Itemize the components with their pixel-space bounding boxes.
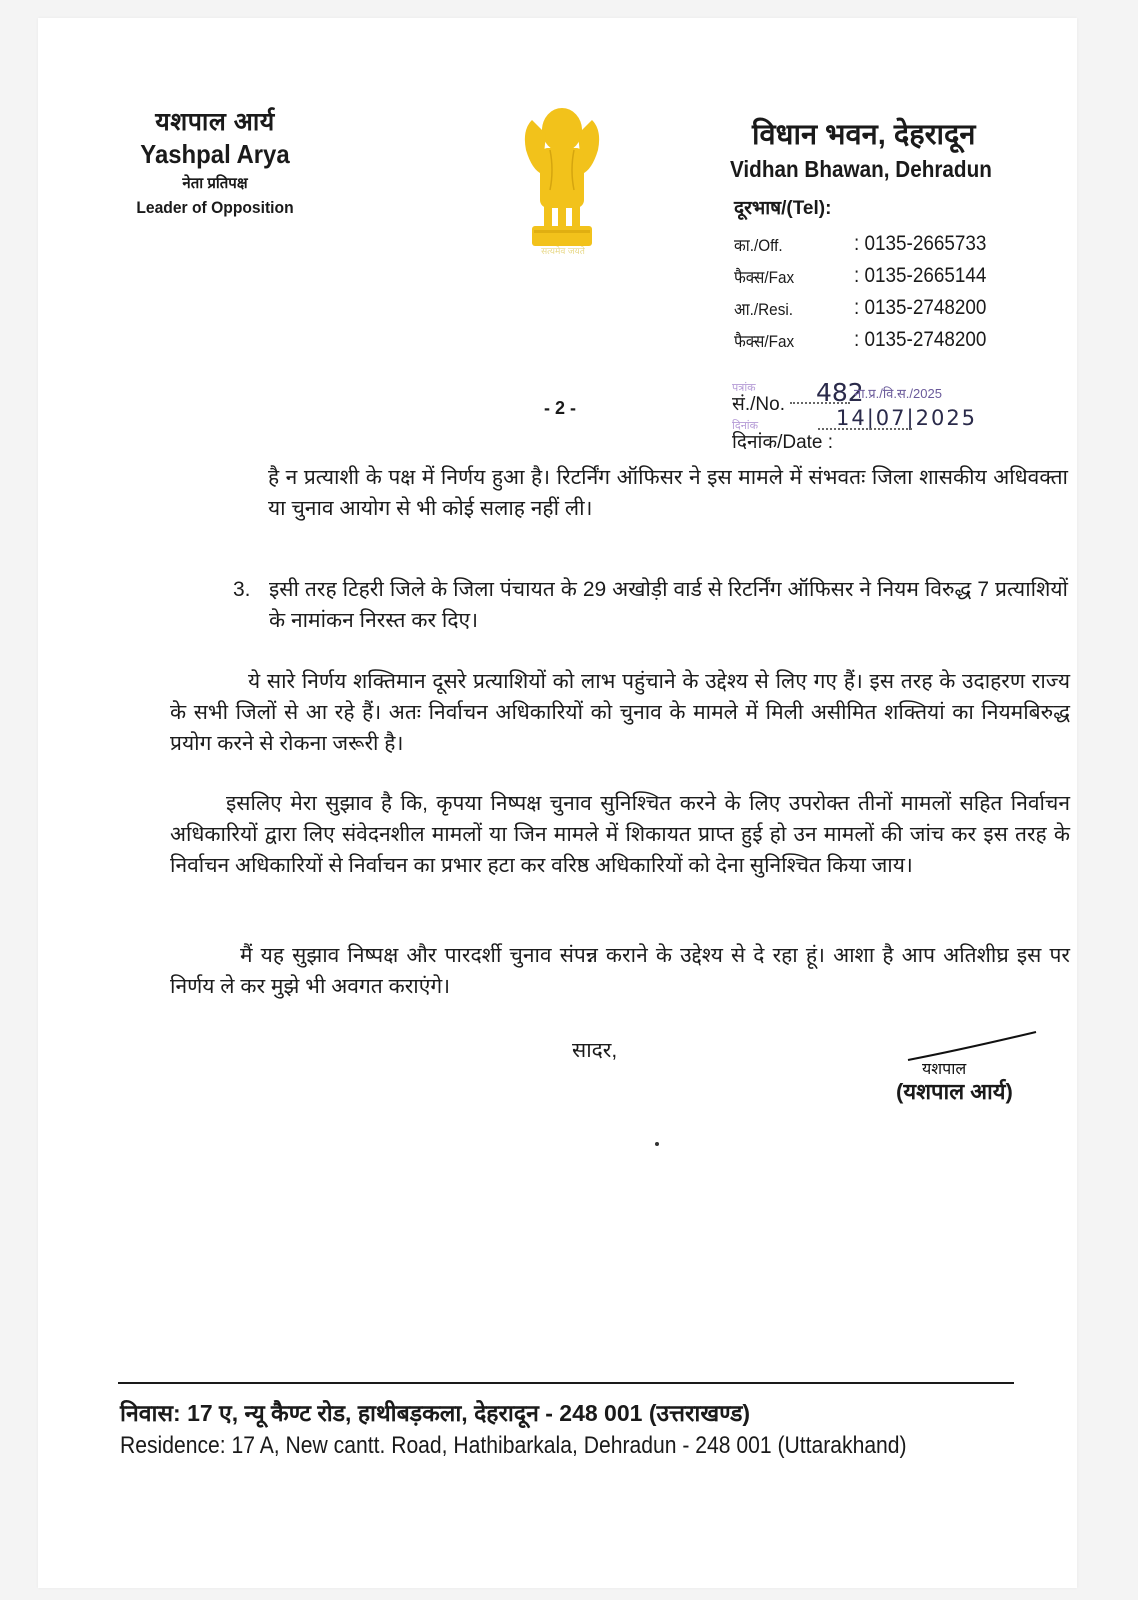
date-value: 14|07|2025 (836, 406, 978, 430)
office-block (730, 116, 1021, 356)
contact-list (730, 228, 1021, 356)
office-place-hindi: विधान भवन, देहरादून (752, 119, 976, 151)
contact-label: आ./Resi. (734, 299, 794, 319)
paragraph-text: इसी तरह टिहरी जिले के जिला पंचायत के 29 अखोड़ी वार्ड से रिटर्निंग ऑफिसर ने नियम विरुद्ध 7 प्रत्याशियों के नामांकन निरस्त कर दिए। (269, 578, 1068, 632)
sender-title-english: Leader of Opposition (136, 198, 294, 217)
paragraph-number: 3. (233, 578, 251, 601)
stamp-ref-label: पत्रांक (732, 382, 756, 394)
reference-block (732, 380, 1062, 452)
ref-no-suffix: ना.प्र./वि.स./2025 (854, 386, 942, 401)
sender-block (120, 106, 310, 220)
paragraph-1: है न प्रत्याशी के पक्ष में निर्णय हुआ है। रिटर्निंग ऑफिसर ने इस मामले में संभवतः जिला शासकीय अधिवक्ता या चुनाव आयोग से भी कोई सलाह नहीं ली। (268, 466, 1068, 520)
emblem-caption: सत्यमेव जयते (541, 246, 585, 256)
sender-title-hindi: नेता प्रतिपक्ष (182, 175, 248, 192)
contact-row-office (734, 228, 1021, 260)
telephone-label: दूरभाष/(Tel): (734, 198, 832, 219)
signatory-name: (यशपाल आर्य) (896, 1079, 1013, 1104)
contact-row-residence (734, 292, 1021, 324)
closing-salutation: सादर, (572, 1039, 618, 1062)
page-number: - 2 - (544, 398, 577, 418)
contact-value: : 0135-2665144 (854, 264, 987, 287)
stamp-date-label: दिनांक (732, 420, 759, 432)
contact-row-fax-residence (734, 324, 1021, 356)
contact-value: : 0135-2665733 (854, 232, 987, 255)
office-place-english: Vidhan Bhawan, Dehradun (730, 156, 992, 182)
contact-value: : 0135-2748200 (854, 296, 987, 319)
signature-text: यशपाल (922, 1059, 967, 1078)
contact-label: का./Off. (734, 235, 783, 255)
footer-divider (118, 1382, 1014, 1384)
footer-address-hindi: निवास: 17 ए, न्यू कैण्ट रोड, हाथीबड़कला, देहरादून - 248 001 (उत्तराखण्ड) (120, 1400, 751, 1426)
contact-label: फैक्स/Fax (734, 267, 795, 287)
sender-name-english: Yashpal Arya (140, 139, 290, 169)
contact-value: : 0135-2748200 (854, 328, 987, 351)
contact-row-fax-office (734, 260, 1021, 292)
letter-page (38, 18, 1077, 1588)
ashoka-emblem-icon (510, 90, 614, 262)
contact-label: फैक्स/Fax (734, 331, 795, 351)
ref-no-value: 482 (816, 378, 864, 407)
date-label: दिनांक/Date : (732, 432, 834, 453)
sender-name-hindi: यशपाल आर्य (155, 108, 275, 136)
paragraph-request: मैं यह सुझाव निष्पक्ष और पारदर्शी चुनाव संपन्न कराने के उद्देश्य से दे रहा हूं। आशा है आप अतिशीघ्र इस पर निर्णय ले कर मुझे भी अवगत कराएंगे। (170, 944, 1070, 998)
footer-address-english: Residence: 17 A, New cantt. Road, Hathibarkala, Dehradun - 248 001 (Uttarakhand) (120, 1432, 907, 1459)
paragraph-suggestion: इसलिए मेरा सुझाव है कि, कृपया निष्पक्ष चुनाव सुनिश्चित करने के लिए उपरोक्त तीनों मामलों सहित निर्वाचन अधिकारियों द्वारा लिए संवेदनशील मामलों या जिन मामले में शिकायत प्राप्त हुई हो उन मामलों की जांच कर इस तरह के निर्वाचन अधिकारियों से निर्वाचन का प्रभार हटा कर वरिष्ठ अधिकारियों को देना सुनिश्चित किया जाय। (170, 792, 1070, 877)
paragraph-3-numbered (233, 574, 1068, 636)
signature-icon (900, 1028, 1040, 1078)
dot-mark (655, 1142, 659, 1146)
ref-no-label: सं./No. (732, 394, 785, 415)
paragraph-findings: ये सारे निर्णय शक्तिमान दूसरे प्रत्याशियों को लाभ पहुंचाने के उद्देश्य से लिए गए हैं। इस तरह के उदाहरण राज्य के सभी जिलों से आ रहे हैं। अतः निर्वाचन अधिकारियों को चुनाव के मामले में मिली असीमित शक्तियां का नियमबिरुद्ध प्रयोग करने से रोकना जरूरी है। (170, 670, 1070, 755)
